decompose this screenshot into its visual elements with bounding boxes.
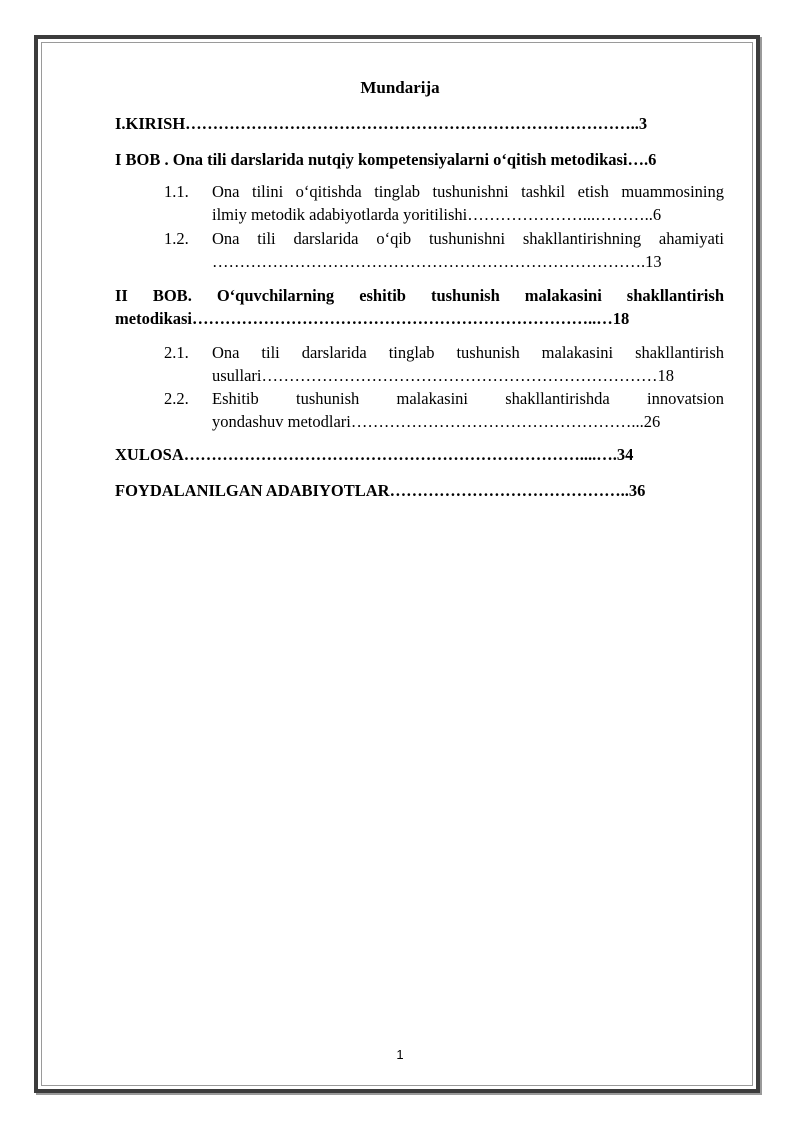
toc-section-1-2-line-1: Ona tili darslarida o‘qib tushunishni shakllantirishning ahamiyati xyxy=(212,229,724,248)
toc-section-number: 1.1. xyxy=(164,182,189,201)
toc-entry-xulosa: XULOSA………………………………………………………………....….34 xyxy=(115,445,634,464)
page-number: 1 xyxy=(396,1047,404,1062)
toc-section-2-2-line-2: yondashuv metodlari……………………………………………...26 xyxy=(212,412,661,431)
toc-section-number: 2.1. xyxy=(164,343,189,362)
toc-section-2-2-line-1: Eshitib tushunish malakasini shakllantirishda innovatsion xyxy=(212,389,724,408)
toc-entry-chapter-2-line-1: II BOB. O‘quvchilarning eshitib tushunish malakasini shakllantirish xyxy=(115,286,724,305)
toc-entry-chapter-1: I BOB . Ona tili darslarida nutqiy kompetensiyalarni o‘qitish metodikasi….6 xyxy=(115,150,657,169)
toc-title: Mundarija xyxy=(360,78,440,97)
toc-section-1-1-line-2: ilmiy metodik adabiyotlarda yoritilishi…………………...………..6 xyxy=(212,205,662,224)
toc-section-2-1-line-1: Ona tili darslarida tinglab tushunish malakasini shakllantirish xyxy=(212,343,724,362)
toc-entry-kirish: I.KIRISH………………………………………………………………………..3 xyxy=(115,114,648,133)
toc-section-1-1-line-1: Ona tilini o‘qitishda tinglab tushunishni tashkil etish muammosining xyxy=(212,182,724,201)
toc-entry-references: FOYDALANILGAN ADABIYOTLAR……………………………………..36 xyxy=(115,481,646,500)
toc-section-number: 2.2. xyxy=(164,389,189,408)
toc-section-2-1-line-2: usullari………………………………………………………………18 xyxy=(212,366,674,385)
toc-section-number: 1.2. xyxy=(164,229,189,248)
toc-section-1-2-line-2: …………………………………………………………………….13 xyxy=(212,252,662,271)
toc-entry-chapter-2-line-2: metodikasi………………………………………………………………..…18 xyxy=(115,309,630,328)
